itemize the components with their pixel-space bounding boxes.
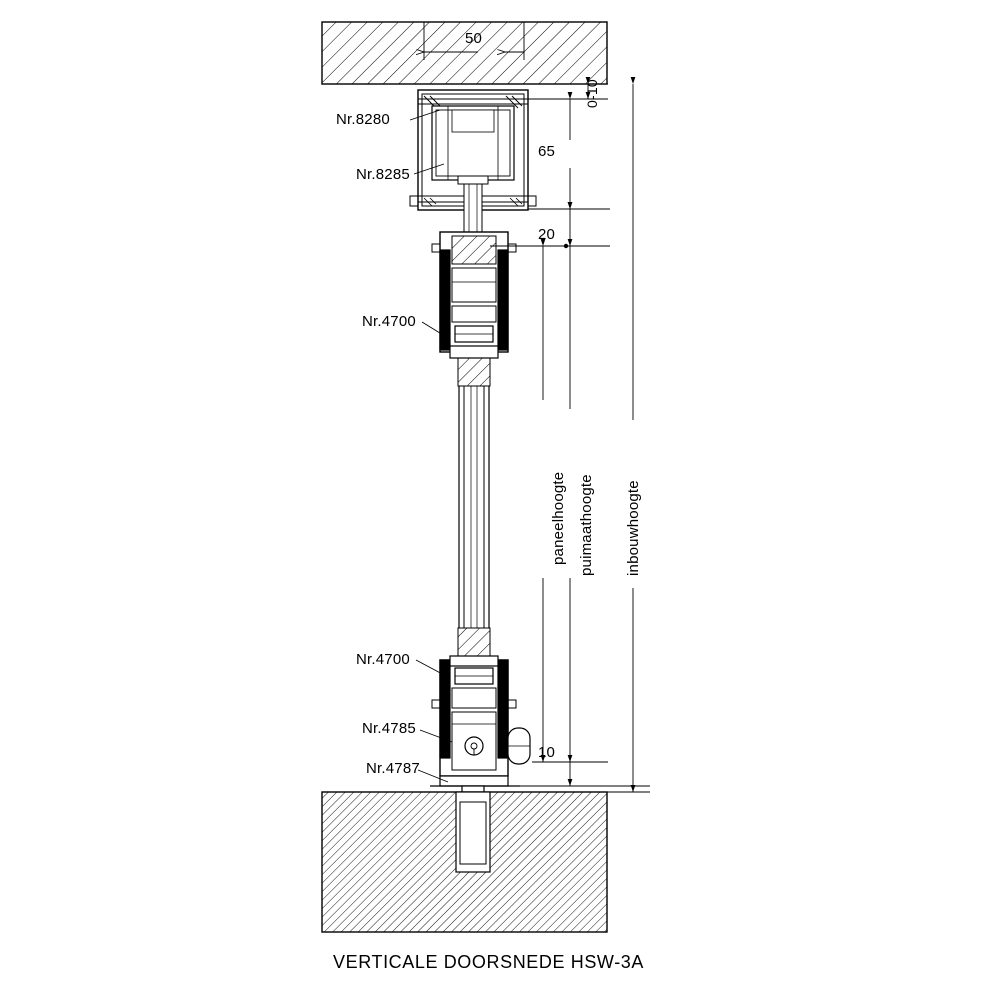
drawing-title: VERTICALE DOORSNEDE HSW-3A [333,952,645,972]
height-label-puimaathoogte: puimaathoogte [578,474,595,576]
label-nr-8285: Nr.8285 [356,166,410,183]
label-nr-4785: Nr.4785 [362,720,416,737]
top-panel-frame [432,232,516,386]
height-label-paneelhoogte: paneelhoogte [550,471,567,565]
dimension-10: 10 [538,744,556,761]
top-track-assembly [410,90,536,232]
label-nr-8280: Nr.8280 [336,111,390,128]
dimension-0-10: 0-10 [584,79,600,108]
height-label-inbouwhoogte: inbouwhoogte [625,480,642,576]
floor-slab [322,792,607,932]
label-nr-4787: Nr.4787 [366,760,420,777]
label-nr-4700-top: Nr.4700 [362,313,416,330]
label-nr-4700-bottom: Nr.4700 [356,651,410,668]
glass-panel [459,386,489,628]
dimension-65: 65 [538,143,556,160]
dimension-50: 50 [465,30,483,47]
dimension-20: 20 [538,226,556,243]
